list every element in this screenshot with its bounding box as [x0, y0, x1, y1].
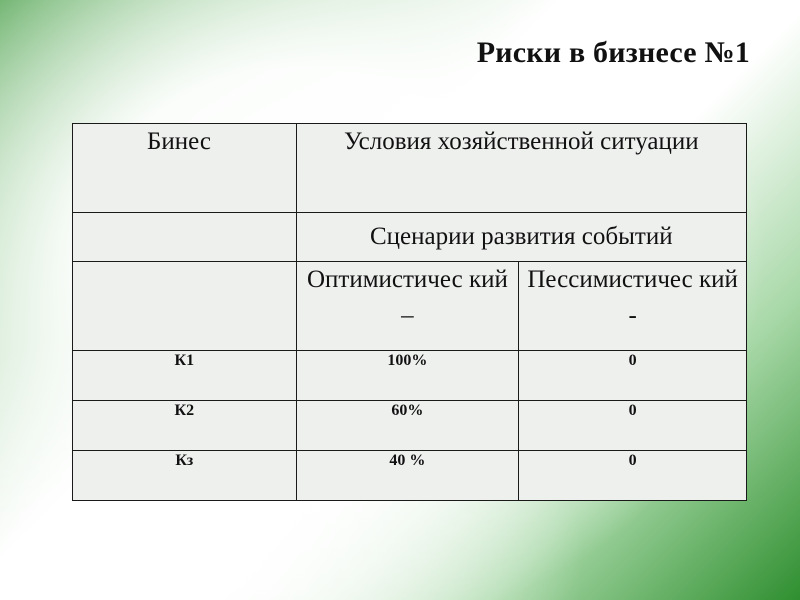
header-scenarios-cell: Сценарии развития событий	[296, 213, 746, 262]
header-optimistic-cell: Оптимистичес кий –	[296, 262, 519, 351]
pessimistic-value-cell: 0	[519, 401, 747, 451]
optimistic-value-cell: 60%	[296, 401, 519, 451]
table-row	[73, 451, 747, 501]
header-row-cases	[73, 262, 747, 351]
row-label-cell: Кз	[73, 451, 297, 501]
risk-table	[72, 123, 747, 501]
slide-title: Риски в бизнесе №1	[476, 36, 750, 69]
header-row-scenarios	[73, 213, 747, 262]
pessimistic-value-cell: 0	[519, 351, 747, 401]
empty-header-cell	[73, 213, 297, 262]
table-row	[73, 351, 747, 401]
header-row-business	[73, 124, 747, 213]
pessimistic-value-cell: 0	[519, 451, 747, 501]
header-business-cell: Бинес	[73, 124, 297, 213]
header-conditions-cell: Условия хозяйственной ситуации	[296, 124, 746, 213]
row-label-cell: К2	[73, 401, 297, 451]
optimistic-value-cell: 100%	[296, 351, 519, 401]
optimistic-value-cell: 40 %	[296, 451, 519, 501]
header-pessimistic-cell: Пессимистичес кий -	[519, 262, 747, 351]
empty-header-cell	[73, 262, 297, 351]
table-row	[73, 401, 747, 451]
row-label-cell: К1	[73, 351, 297, 401]
